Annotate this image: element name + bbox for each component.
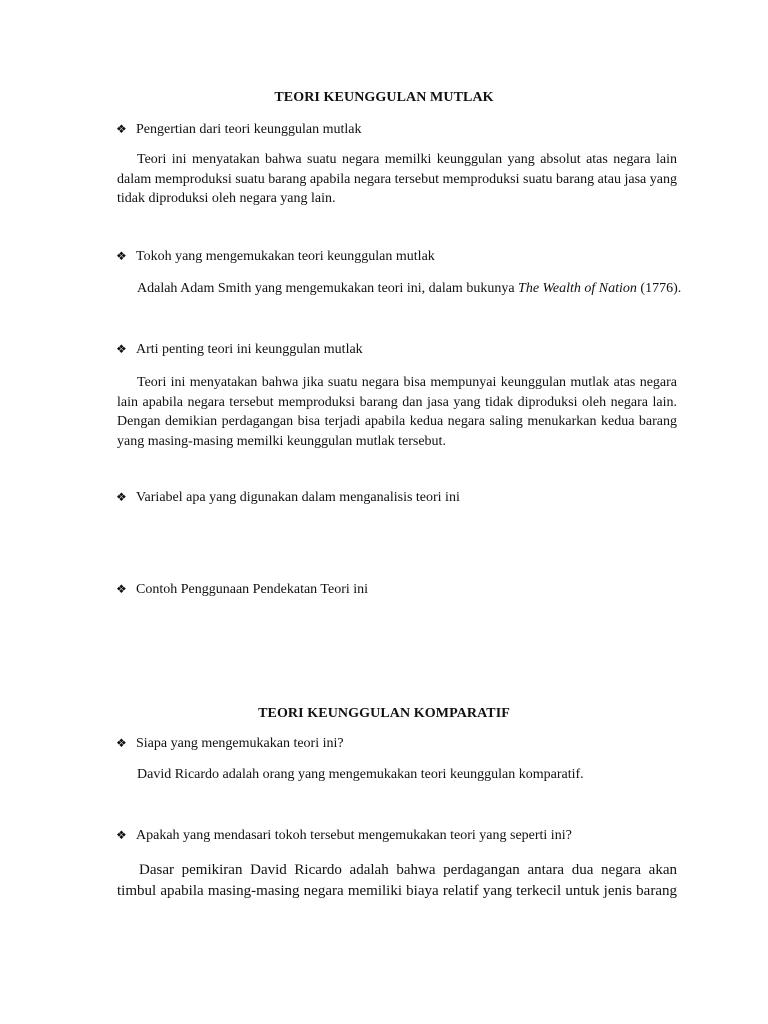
diamond-bullet-icon: ❖: [116, 342, 127, 356]
question-text: Arti penting teori ini keunggulan mutlak: [136, 342, 363, 357]
diamond-bullet-icon: ❖: [116, 736, 127, 750]
question-text: Siapa yang mengemukakan teori ini?: [136, 736, 344, 751]
question-text: Tokoh yang mengemukakan teori keunggulan mutlak: [136, 249, 435, 264]
section-title-comparative-advantage: TEORI KEUNGGULAN KOMPARATIF: [258, 706, 510, 721]
answer-basis: [117, 860, 677, 902]
answer-figure: [137, 281, 681, 297]
question-example: [116, 582, 368, 598]
question-basis: [116, 828, 572, 844]
answer-suffix: (1776).: [640, 281, 682, 296]
answer-prefix: Adalah Adam Smith yang mengemukakan teori ini, dalam bukunya: [137, 281, 515, 296]
question-importance: [116, 342, 363, 358]
question-who: [116, 736, 344, 752]
answer-who: David Ricardo adalah orang yang mengemukakan teori keunggulan komparatif.: [137, 767, 584, 782]
answer-importance: [117, 373, 677, 451]
answer-text: Dasar pemikiran David Ricardo adalah bahwa perdagangan antara dua negara akan timbul apabila masing-masing negara memiliki biaya relatif yang terkecil untuk jenis barang: [117, 862, 677, 899]
diamond-bullet-icon: ❖: [116, 122, 127, 136]
answer-definition: [117, 150, 677, 209]
diamond-bullet-icon: ❖: [116, 828, 127, 842]
diamond-bullet-icon: ❖: [116, 490, 127, 504]
answer-text: Teori ini menyatakan bahwa suatu negara memilki keunggulan yang absolut atas negara lain dalam memproduksi suatu barang apabila negara tersebut memproduksi suatu barang atau jasa yang tidak diproduksi oleh negara yang lain.: [117, 152, 677, 206]
book-title: The Wealth of Nation: [518, 281, 637, 296]
question-definition: [116, 122, 362, 138]
question-variables: [116, 490, 460, 506]
question-text: Apakah yang mendasari tokoh tersebut mengemukakan teori yang seperti ini?: [136, 828, 572, 843]
question-text: Pengertian dari teori keunggulan mutlak: [136, 122, 362, 137]
answer-text: Teori ini menyatakan bahwa jika suatu negara bisa mempunyai keunggulan mutlak atas negara lain apabila negara tersebut memproduksi barang dan jasa yang tidak diproduksi oleh negara lain. Dengan demikian perdagangan bisa terjadi apabila kedua negara saling menukarkan kedua barang yang masing-masing memilki keunggulan mutlak tersebut.: [117, 375, 677, 449]
question-figure: [116, 249, 435, 265]
section-title-absolute-advantage: TEORI KEUNGGULAN MUTLAK: [274, 90, 494, 105]
diamond-bullet-icon: ❖: [116, 582, 127, 596]
question-text: Contoh Penggunaan Pendekatan Teori ini: [136, 582, 369, 597]
diamond-bullet-icon: ❖: [116, 249, 127, 263]
question-text: Variabel apa yang digunakan dalam menganalisis teori ini: [136, 490, 460, 505]
